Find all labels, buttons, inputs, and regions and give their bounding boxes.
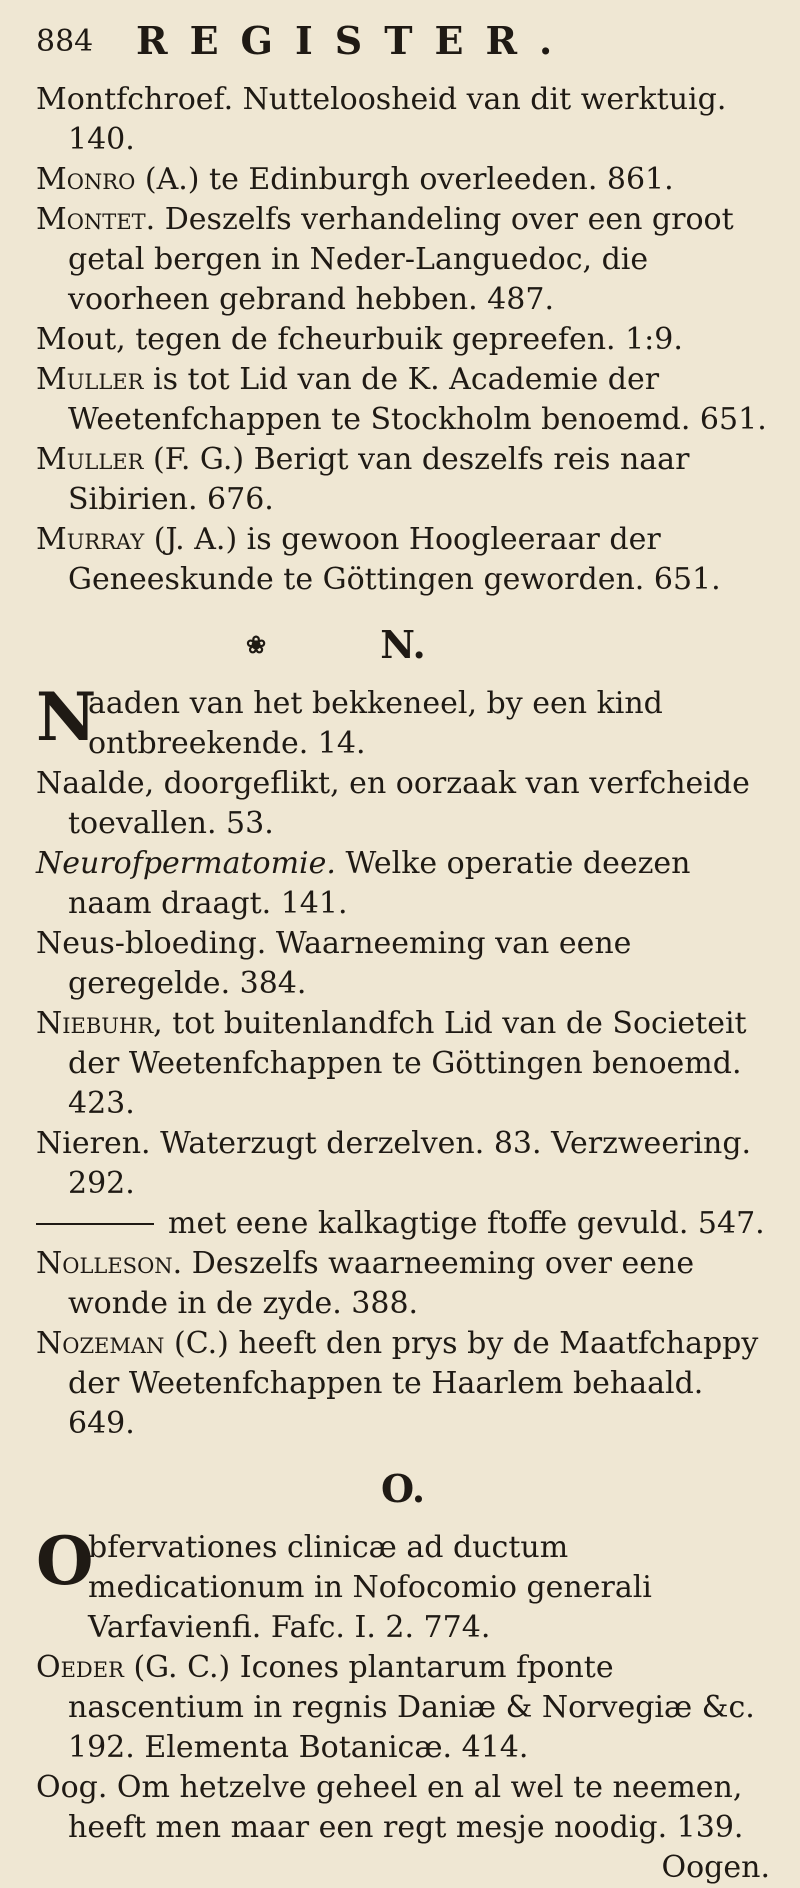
list-item: Naalde, doorgeflikt, en oorzaak van verfcheide toevallen. 53. — [36, 766, 750, 841]
list-item: met eene kalkagtige ftoffe gevuld. 547. — [36, 1204, 770, 1244]
page-number: 884 — [36, 24, 94, 59]
list-item: Oog. Om hetzelve geheel en al wel te neemen, heeft men maar een regt mesje noodig. 139. — [36, 1770, 744, 1845]
page-header — [36, 10, 760, 70]
list-item: Nolleson. Deszelfs waarneeming over eene wonde in de zyde. 388. — [36, 1246, 695, 1321]
list-item: Montet. Deszelfs verhandeling over een groot getal bergen in Neder-Languedoc, die voorheen gebrand hebben. 487. — [36, 202, 734, 317]
list-item: Nieren. Waterzugt derzelven. 83. Verzweering. 292. — [36, 1126, 752, 1201]
ditto-dash — [36, 1223, 154, 1225]
section-heading-o: O. — [380, 1466, 426, 1511]
list-item: O bfervationes clinicæ ad ductum medicationum in Nofocomio generali Varfavienfi. Fafc. I. 2. 774. — [36, 1522, 652, 1645]
list-item: Monro (A.) te Edinburgh overleeden. 861. — [36, 162, 674, 197]
list-item: Montfchroef. Nutteloosheid van dit werktuig. 140. — [36, 82, 727, 157]
list-item: Oeder (G. C.) Icones plantarum fponte nascentium in regnis Daniæ & Norvegiæ &c. 192. Elementa Botanicæ. 414. — [36, 1650, 755, 1765]
catchword: Oogen. — [661, 1850, 770, 1885]
list-item: Neurofpermatomie. Welke operatie deezen naam draagt. 141. — [36, 846, 691, 921]
list-item: Murray (J. A.) is gewoon Hoogleeraar der Geneeskunde te Göttingen geworden. 651. — [36, 522, 721, 597]
list-item: Muller (F. G.) Berigt van deszelfs reis naar Sibirien. 676. — [36, 442, 690, 517]
list-item: N aaden van het bekkeneel, by een kind ontbreekende. 14. — [36, 678, 663, 761]
list-item: Niebuhr, tot buitenlandfch Lid van de Societeit der Weetenfchappen te Göttingen benoemd. 423. — [36, 1006, 747, 1121]
list-item: Mout, tegen de fcheurbuik gepreefen. 1:9. — [36, 322, 683, 357]
drop-cap: O — [36, 1522, 94, 1600]
ornament-icon: ❀ — [246, 630, 267, 659]
drop-cap: N — [36, 678, 97, 756]
running-title: REGISTER. — [136, 18, 575, 63]
list-item: Neus-bloeding. Waarneeming van eene geregelde. 384. — [36, 926, 632, 1001]
section-heading-n: ❀ N. — [246, 622, 426, 667]
list-item: Nozeman (C.) heeft den prys by de Maatfchappy der Weetenfchappen te Haarlem behaald. 649. — [36, 1326, 759, 1441]
register-body — [36, 80, 770, 1888]
list-item: Muller is tot Lid van de K. Academie der Weetenfchappen te Stockholm benoemd. 651. — [36, 362, 767, 437]
